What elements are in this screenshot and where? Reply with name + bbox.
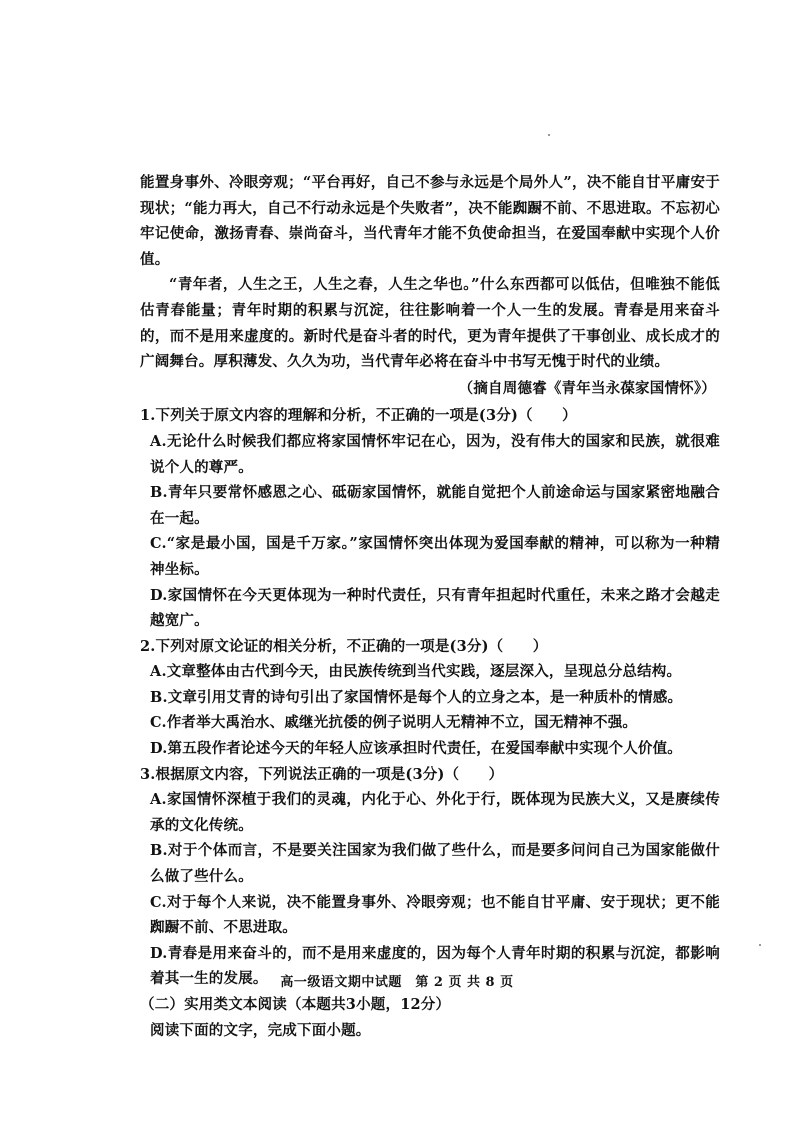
page-footer: 高一级语文期中试题 第 2 页 共 8 页 bbox=[280, 975, 514, 990]
option-a: A.家国情怀深植于我们的灵魂，内化于心、外化于行，既体现为民族大义，又是赓续传承的文化传统。 bbox=[150, 791, 720, 834]
section-heading: （二）实用类文本阅读（本题共3小题，12分） bbox=[140, 996, 451, 1013]
option-d: D.青春是用来奋斗的，而不是用来虚度的，因为每个人青年时期的积累与沉淀，都影响着其一生的发展。 bbox=[150, 944, 720, 988]
question-3 bbox=[140, 762, 720, 992]
passage-paragraph: “青年者，人生之王，人生之春，人生之华也。”什么东西都可以低估，但唯独不能低估青春能量；青年时期的积累与沉淀，往往影响着一个人一生的发展。青春是用来奋斗的，而不是用来虚度的。新时代是奋斗者的时代，更为青年提供了干事创业、成长成才的广阔舞台。厚积薄发、久久为功，当代青年必将在奋斗中书写无愧于时代的业绩。 bbox=[140, 276, 720, 371]
option-c: C.对于每个人来说，决不能置身事外、冷眼旁观；也不能自甘平庸、安于现状；更不能踟蹰不前、不思进取。 bbox=[150, 893, 720, 937]
scan-speck bbox=[759, 944, 761, 946]
option-d: D.第五段作者论述今天的年轻人应该承担时代责任，在爱国奉献中实现个人价值。 bbox=[150, 740, 683, 758]
option-a: A.文章整体由古代到今天，由民族传统到当代实践，逐层深入，呈现总分总结构。 bbox=[150, 663, 682, 681]
question-1 bbox=[140, 403, 720, 633]
exam-content bbox=[140, 170, 720, 1043]
passage-paragraph: 能置身事外、冷眼旁观；“平台再好，自己不参与永远是个局外人”，决不能自甘平庸安于现状；“能力再大，自己不行动永远是个失败者”，决不能踟蹰不前、不思进取。不忘初心牢记使命，激扬青春、崇尚奋斗，当代青年才能不负使命担当，在爱国奉献中实现个人价值。 bbox=[140, 174, 720, 268]
option-b: B.青年只要常怀感恩之心、砥砺家国情怀，就能自觉把个人前途命运与国家紧密地融合在一起。 bbox=[150, 484, 720, 527]
reading-passage bbox=[140, 170, 720, 401]
option-a: A.无论什么时候我们都应将家国情怀牢记在心，因为，没有伟大的国家和民族，就很难说个人的尊严。 bbox=[150, 432, 720, 476]
section-instruction: 阅读下面的文字，完成下面小题。 bbox=[150, 1021, 371, 1039]
option-b: B.对于个体而言，不是要关注国家为我们做了些什么，而是要多问问自己为国家能做什么做了些什么。 bbox=[150, 842, 720, 886]
option-d: D.家国情怀在今天更体现为一种时代责任，只有青年担起时代重任，未来之路才会越走越宽广。 bbox=[150, 586, 720, 630]
scan-speck bbox=[548, 134, 550, 136]
option-c: C.“家是最小国，国是千万家。”家国情怀突出体现为爱国奉献的精神，可以称为一种精神坐标。 bbox=[150, 535, 720, 578]
question-2 bbox=[140, 634, 720, 762]
option-c: C.作者举大禹治水、戚继光抗倭的例子说明人无精神不立，国无精神不强。 bbox=[150, 714, 638, 732]
option-b: B.文章引用艾青的诗句引出了家国情怀是每个人的立身之本，是一种质朴的情感。 bbox=[150, 688, 683, 706]
passage-source: （摘自周德睿《青年当永葆家国情怀》） bbox=[458, 379, 716, 397]
question-stem: 1.下列关于原文内容的理解和分析，不正确的一项是(3分)（ ） bbox=[140, 407, 577, 425]
question-stem: 3.根据原文内容，下列说法正确的一项是(3分)（ ） bbox=[140, 765, 504, 783]
practical-reading-section bbox=[140, 992, 720, 1043]
question-stem: 2.下列对原文论证的相关分析，不正确的一项是(3分)（ ） bbox=[140, 637, 548, 655]
